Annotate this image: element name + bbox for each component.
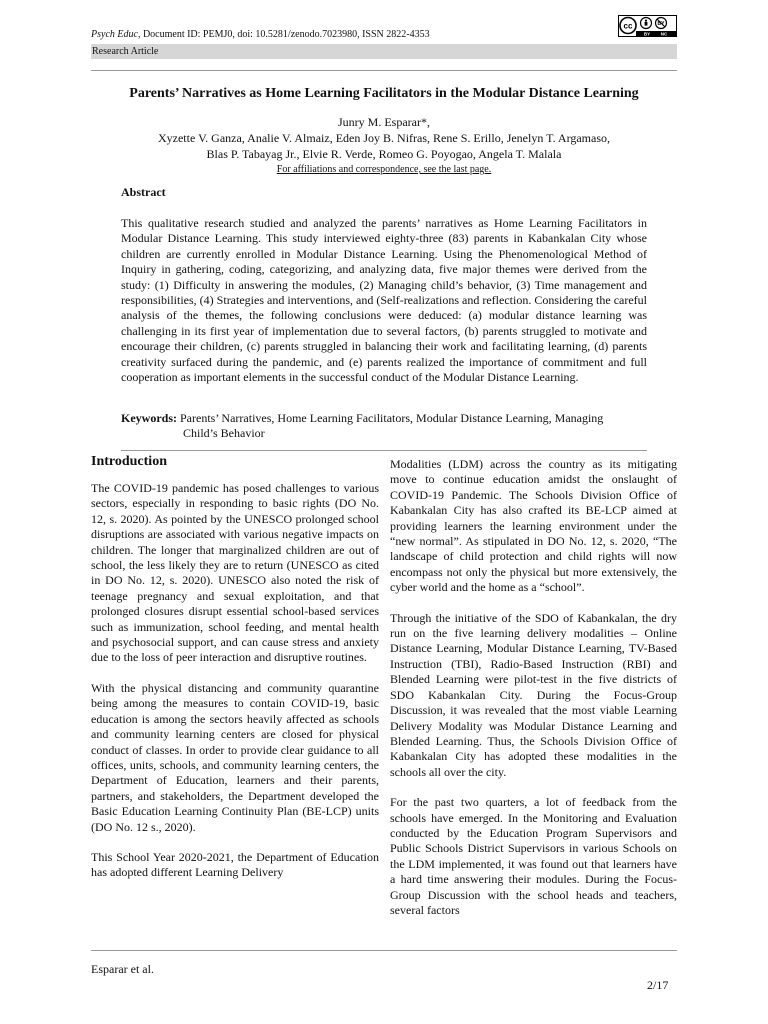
cc-icon-label: cc — [623, 21, 633, 31]
person-icon — [641, 18, 652, 29]
citation-details: , Document ID: PEMJ0, doi: 10.5281/zenodo.7023980, ISSN 2822-4353 — [137, 29, 430, 40]
author-list — [91, 114, 677, 178]
author-line-2: Xyzette V. Ganza, Analie V. Almaiz, Eden Joy B. Nifras, Rene S. Erillo, Jenelyn T. Argamaso, — [157, 131, 611, 145]
header-divider — [91, 70, 677, 71]
introduction-heading: Introduction — [91, 454, 167, 469]
intro-paragraph: The COVID-19 pandemic has posed challenges to various sectors, especially in responding to basic rights (DO No. 12, s. 2020). As pointed by the UNESCO prolonged school disruptions are associated with various negative impacts on children. The longer that marginalized children are out of school, the less likely they are to return (UNESCO as cited in DO No. 12, s. 2020). UNESCO also noted the risk of teenage pregnancy and sexual exploitation, and that prolonged closures disrupt essential school-based services such as immunization, school feeding, and mental health and psychosocial support, and can cause stress and anxiety due to the loss of peer interaction and disruptive routines. — [91, 481, 379, 665]
footer-divider — [91, 950, 677, 951]
footer-author: Esparar et al. — [91, 962, 154, 976]
no-dollar-icon — [656, 18, 667, 29]
journal-name: Psych Educ — [91, 29, 138, 40]
citation-line — [91, 29, 430, 40]
abstract-heading: Abstract — [121, 185, 166, 199]
abstract-text: This qualitative research studied and analyzed the parents’ narratives as Home Learning Facilitators in Modular Distance Learning. This study interviewed eighty-three (83) parents in Kabankalan City whose children are currently enrolled in Modular Distance Learning. Using the Phenomenological Method of Inquiry in gathering, coding, categorizing, and analyzing data, five major themes were derived from the study: (1) Difficulty in answering the modules, (2) Managing child’s behavior, (3) Time management and responsibilities, (4) Strategies and interventions, and (Self-realizations and reflection. Considering the careful analysis of the themes, the following conclusions were deduced: (a) modular distance learning was challenging in its first year of implementation due to several factors, (b) parents struggled to motivate and encourage their children, (c) parents struggled in balancing their work and facilitating learning, (d) parents creativity surfaced during the pandemic, and (e) parents realized the importance of commitment and full cooperation as important elements in the successful conduct of the Modular Distance Learning. — [121, 216, 647, 385]
article-type-bar — [91, 44, 677, 59]
keywords — [121, 411, 647, 442]
intro-paragraph: This School Year 2020-2021, the Department of Education has adopted different Learning Delivery — [91, 849, 379, 880]
license-top-label: BY — [657, 21, 665, 28]
intro-paragraph: With the physical distancing and community quarantine being among the measures to contain COVID-19, basic education is among the sectors heavily affected as schools and community learning centers are closed for physical conduct of classes. In order to provide clear guidance to all offices, units, schools, and community learning centers, the Department of Education, learners and their parents, partners, and stakeholders, the Department developed the Basic Education Learning Continuity Plan (BE-LCP) units (DO No. 12 s., 2020). — [91, 680, 379, 834]
paper-title: Parents’ Narratives as Home Learning Facilitators in the Modular Distance Learning — [129, 86, 639, 101]
keywords-line-1: Parents’ Narratives, Home Learning Facilitators, Modular Distance Learning, Managing — [177, 411, 604, 425]
left-column — [91, 454, 379, 896]
affiliation-link[interactable]: For affiliations and correspondence, see the last page. — [276, 164, 492, 175]
license-nc-label: NC — [660, 31, 668, 37]
license-by-label: BY — [643, 31, 651, 37]
article-type-label: Research Article — [92, 46, 159, 57]
author-line-3: Blas P. Tabayag Jr., Elvie R. Verde, Romeo G. Poyogao, Angela T. Malala — [206, 147, 562, 161]
keywords-line-2: Child’s Behavior — [183, 426, 265, 441]
keywords-label: Keywords: — [121, 411, 177, 425]
intro-paragraph: For the past two quarters, a lot of feedback from the schools have emerged. In the Monitoring and Evaluation conducted by the Education Program Supervisors and Public Schools District Supervisors in various Schools on the LDM implemented, it was found out that learners have a hard time answering their modules. During the Focus-Group Discussion with the school heads and teachers, several factors — [390, 795, 677, 917]
intro-paragraph: Modalities (LDM) across the country as its mitigating move to continue education amidst the onslaught of COVID-19 Pandemic. The Schools Division Office of Kabankalan City has also crafted its BE-LCP aimed at providing learners the learning environment under the “new normal”. As stipulated in DO No. 12, s. 2020, “The landscape of child protection and child rights will now encompass not only the physical but more extensively, the cyber world and the home as a “school”. — [390, 457, 677, 595]
cc-icon — [620, 18, 636, 34]
intro-paragraph: Through the initiative of the SDO of Kabankalan, the dry run on the five learning delivery modalities – Online Distance Learning, Modular Distance Learning, TV-Based Instruction (TBI), Radio-Based Instruction (RBI) and Blended Learning were pilot-test in the five districts of SDO Kabankalan City. During the Focus-Group Discussion, it was revealed that the most viable Learning Delivery Modality was Modular Distance Learning and Blended Learning. Thus, the Schools Division Office of Kabankalan City has adopted these modalities in the schools all over the city. — [390, 610, 677, 779]
right-column — [390, 457, 677, 933]
page-number: 2/17 — [647, 978, 669, 992]
abstract-divider — [121, 450, 647, 451]
author-line-1: Junry M. Esparar*, — [338, 115, 430, 129]
cc-by-nc-license-badge[interactable] — [618, 15, 677, 37]
